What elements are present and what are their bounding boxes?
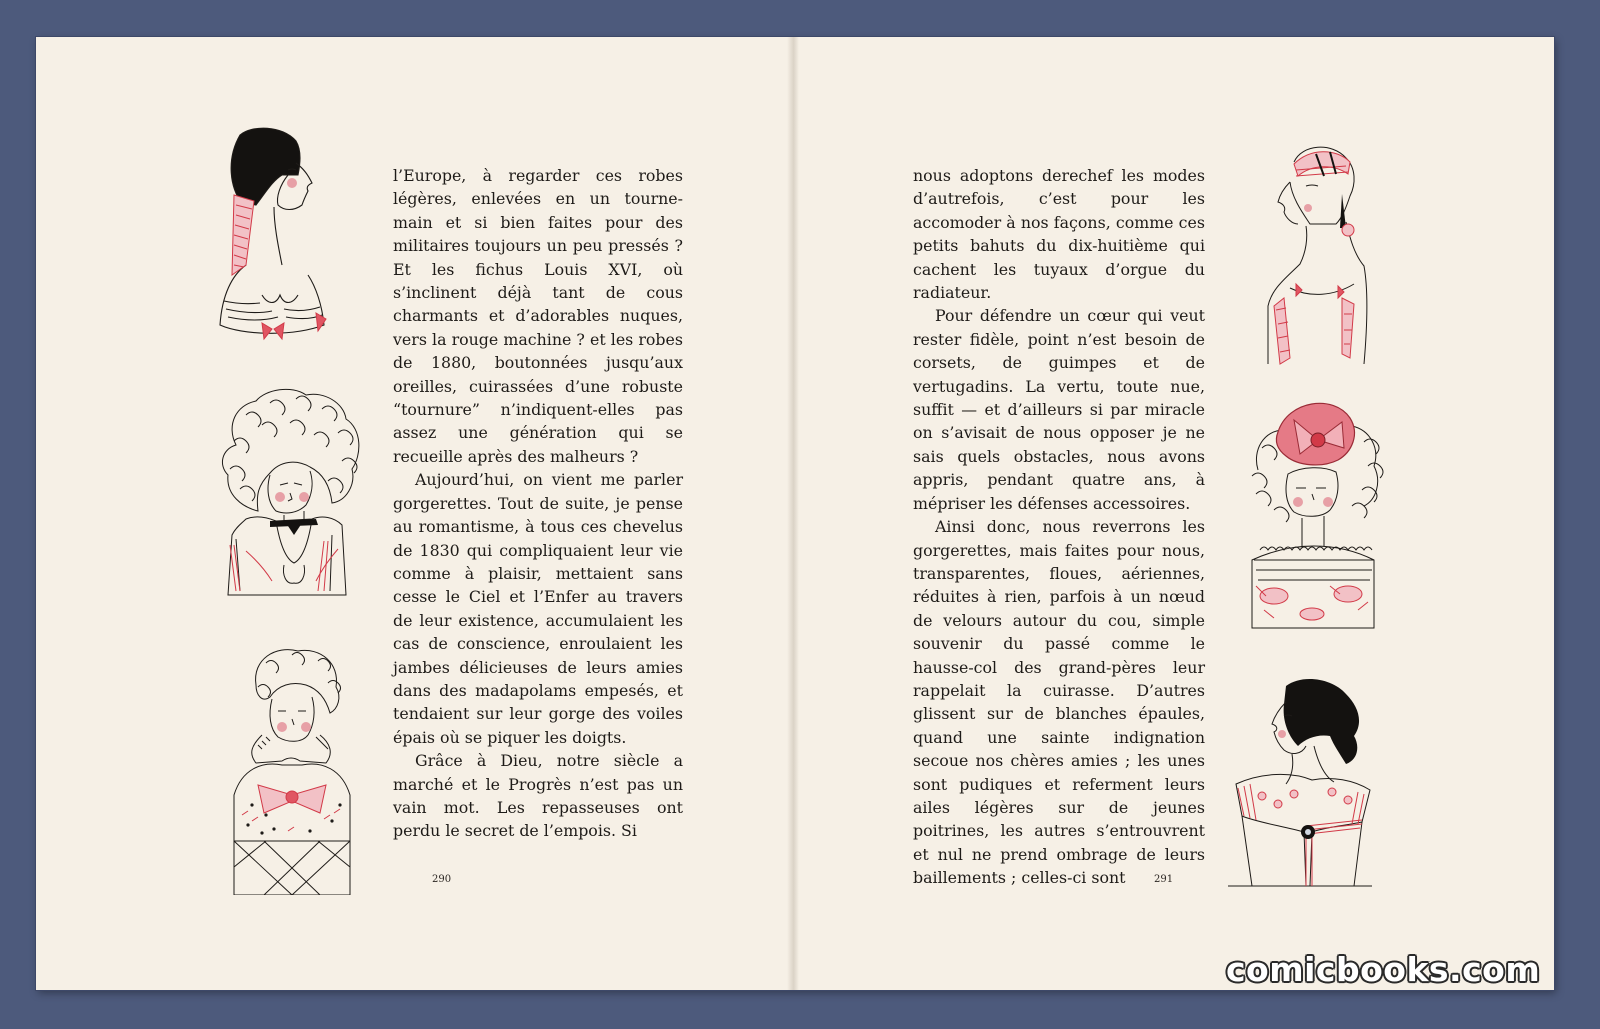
left-page-text [393, 164, 683, 843]
illustration-woman-red-turban [1234, 390, 1394, 645]
paragraph: Aujourd’hui, on vient me parler gorgerettes. Tout de suite, je pense au romantisme, à tous ces chevelus de 1830 qui compliquaient leur vie comme à plaisir, mettaient sans cesse le Ciel et l’Enfer au travers de leur existence, accumulaient les cas de conscience, enroulaient les jambes délicieuses de leurs amies dans des madapolams empesés, et tendaient sur leur gorge des voiles épais où se piquer les doigts. [393, 470, 683, 747]
page-number-right: 291 [1154, 874, 1174, 885]
paragraph: l’Europe, à regarder ces robes légères, enlevées en un tourne-main et si bien faites pour des militaires toujours un peu pressés ? Et les fichus Louis XVI, où s’inclinent déjà tant de cous charmants et d’adorables nuques, vers la rouge machine ? et les robes de 1880, boutonnées jusqu’aux oreilles, cuirassées d’une robuste “tournure” n’indiquent-elles pas assez une génération qui se recueille après des malheurs ? [393, 166, 683, 466]
illustration-woman-curly-wig [206, 385, 371, 615]
paragraph: Grâce à Dieu, notre siècle a marché et le Progrès n’est pas un vain mot. Les repasseuses ont perdu le secret de l’empois. Si [393, 751, 683, 841]
right-page-text [913, 164, 1205, 890]
illustration-woman-striped-headband [1250, 138, 1380, 368]
paragraph: Pour défendre un cœur qui veut rester fidèle, point n’est besoin de corsets, de guimpes et de vertugadins. La vertu, toute nue, suffit — et d’ailleurs si par miracle on s’avisait de nous opposer je ne sais quels obstacles, nous avons appris, pendant quatre ans, à mépriser les défenses accessoires. [913, 306, 1205, 513]
illustration-woman-black-hair [212, 125, 337, 347]
paragraph: Ainsi donc, nous reverrons les gorgerettes, mais faites pour nous, transparentes, floues, aériennes, réduites à rien, parfois à un nœud de velours autour du cou, simple souvenir du passé comme le hausse-col des grand-pères leur rappelait la cuirasse. D’autres glissent sur de blanches épaules, quand une sainte indignation secoue nos chères amies ; les unes sont pudiques et referment leurs ailes légères sur de jeunes poitrines, les autres s’entrouvrent et nul ne prend ombrage de leurs baillements ; celles-ci sont [913, 517, 1205, 888]
watermark: comicbooks.com [1226, 950, 1541, 989]
book-gutter [787, 37, 799, 990]
page-number-left: 290 [432, 874, 452, 885]
paragraph: nous adoptons derechef les modes d’autrefois, c’est pour les accomoder à nos façons, comme ces petits bahuts du dix-huitième qui cachent les tuyaux d’orgue du radiateur. [913, 166, 1205, 303]
illustration-woman-off-shoulder [1222, 676, 1382, 906]
illustration-woman-bonnet [222, 645, 362, 895]
